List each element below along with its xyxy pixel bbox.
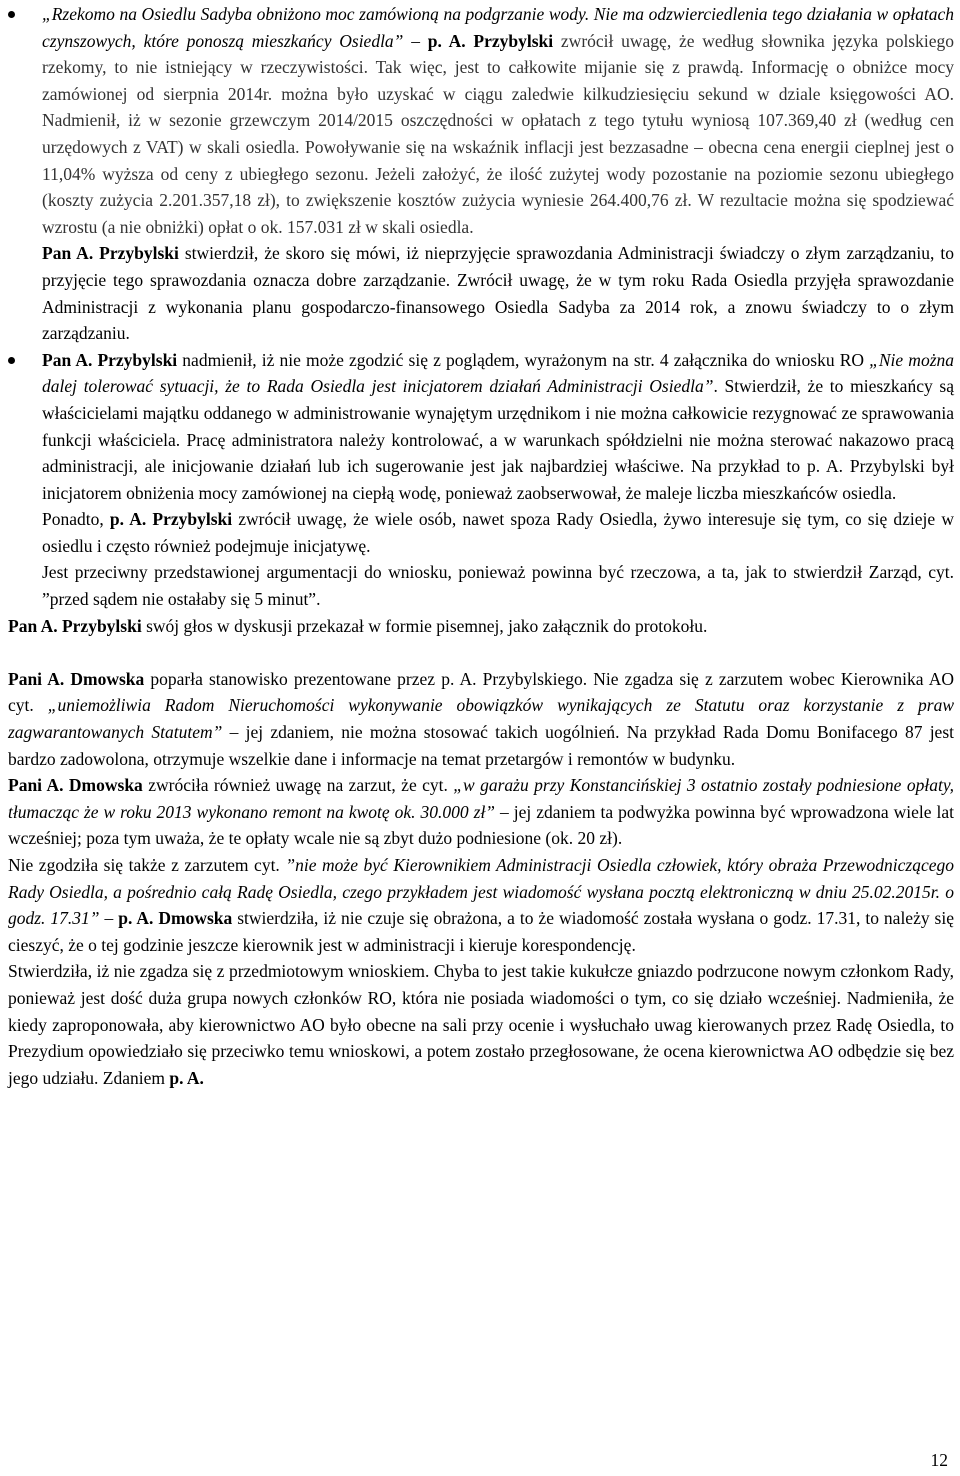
- bullet-icon: [8, 357, 15, 364]
- paragraph-text: – jej zdaniem ta podwyżka powinna być wprowadzona wiele lat wcześniej; poza tym uważa, że te opłaty wcale nie są zbyt dużo podniesione (ok. 20 zł).: [8, 801, 954, 849]
- paragraph-text: zwrócił uwagę, że wiele osób, nawet spoza Rady Osiedla, żywo interesuje się tym, co się dzieje w osiedlu i często również podejmuje inicjatywę.: [42, 509, 954, 556]
- paragraph-text: . Stwierdził, że to mieszkańcy są właścicielami majątku oddanego w administrowanie wynajętym urzędnikom i nie można całkowicie rezygnować ze sprawowania funkcji właściciela. Pracę administratora należy kontrolować, a w warunkach spółdzielni nie można sterować nakazowo pracą administracji, ale inicjowanie działań lub ich sugerowanie jest jak najbardziej właściwe. Na przykład to p. A. Przybylski był inicjatorem obniżenia mocy zamówionej na ciepłą wodę, ponieważ zaobserwował, że maleje liczba mieszkańców osiedla.: [42, 376, 954, 503]
- bullet-paragraph-przybylski-1: „Rzekomo na Osiedlu Sadyba obniżono moc zamówioną na podgrzanie wody. Nie ma odzwierciedlenia tego działania w opłatach czynszowych, które ponoszą mieszkańcy Osiedla” – p. A. Przybylski zwrócił uwagę, że według słownika języka polskiego rzekomy, to nie istniejący w rzeczywistości. Tak więc, jest to całkowite mijanie się z prawdą. Informację o obniżce mocy zamówionej od sierpnia 2014r. można było uzyskać w ciągu zaledwie kilkudziesięciu sekund w dziale księgowości AO. Nadmienił, iż w sezonie grzewczym 2014/2015 oszczędności w opłatach z tego tytułu wyniosą 107.369,40 zł (według cen urzędowych z VAT) w skali osiedla. Powoływanie się na wskaźnik inflacji jest bezzasadne – obecna cena energii cieplnej jest o 11,04% wyższa od ceny z ubiegłego sezonu. Jeżeli założyć, że ilość zużytej wody pozostanie na poziomie sezonu ubiegłego (koszty zużycia 2.201.357,18 zł), to zwiększenie kosztów zużycia wyniesie 264.400,76 zł. W rezultacie można się spodziewać wzrostu (a nie obniżki) opłat o ok. 157.031 zł w skali osiedla.: [8, 1, 954, 240]
- paragraph-dmowska-3: Nie zgodziła się także z zarzutem cyt. ”nie może być Kierownikiem Administracji Osiedla człowiek, który obraża Przewodniczącego Rady Osiedla, a pośrednio całą Radę Osiedla, czego przykładem jest wiadomość wysłana pocztą elektroniczną w dniu 25.02.2015r. o godz. 17.31” – p. A. Dmowska stwierdziła, iż nie czuje się obrażona, a to że wiadomość została wysłana o godz. 17.31, to należy się cieszyć, że o tej godzinie jeszcze kierownik jest w administracji i kieruje korespondencję.: [8, 855, 955, 955]
- speaker-name: p. A. Przybylski: [109, 509, 233, 530]
- paragraph-przybylski-4: Ponadto, p. A. Przybylski zwrócił uwagę, że wiele osób, nawet spoza Rady Osiedla, żywo interesuje się tym, co się dzieje w osiedlu i często również podejmuje inicjatywę.: [42, 509, 954, 556]
- bullet-icon: [8, 11, 15, 18]
- paragraph-text: – jej zdaniem, nie można stosować takich uogólnień. Na przykład Rada Domu Bonifacego 87 jest bardzo zadowolona, otrzymuje wszelkie dane i informacje na temat przetargów i remontów w budynku.: [8, 722, 954, 769]
- quote: „uniemożliwia Radom Nieruchomości wykonywanie obowiązków wynikających ze Statutu oraz korzystanie z praw zagwarantowanych Statutem”: [8, 695, 954, 743]
- paragraph-text: stwierdził, że skoro się mówi, iż nieprzyjęcie sprawozdania Administracji świadczy o złym zarządzaniu, to przyjęcie tego sprawozdania oznacza dobre zarządzanie. Zwrócił uwagę, że w tym roku Rada Osiedla przyjęła sprawozdanie Administracji z wykonania planu gospodarczo-finansowego Osiedla Sadyba za 2014 rok, a znowu świadczy to o złym zarządzaniu.: [42, 243, 954, 344]
- paragraph-dmowska-4: [8, 958, 954, 1091]
- bullet-paragraph-przybylski-3: Pan A. Przybylski nadmienił, iż nie może zgodzić się z poglądem, wyrażonym na str. 4 załącznika do wniosku RO „Nie można dalej tolerować sytuacji, że to Rada Osiedla jest inicjatorem działań Administracji Osiedla”. Stwierdził, że to mieszkańcy są właścicielami majątku oddanego w administrowanie wynajętym urzędnikom i nie można całkowicie rezygnować ze sprawowania funkcji właściciela. Pracę administratora należy kontrolować, a w warunkach spółdzielni nie można sterować nakazowo pracą administracji, ale inicjowanie działań lub ich sugerowanie jest jak najbardziej właściwe. Na przykład to p. A. Przybylski był inicjatorem obniżenia mocy zamówionej na ciepłą wodę, ponieważ zaobserwował, że maleje liczba mieszkańców osiedla.: [8, 347, 954, 507]
- paragraph-dmowska-2: Pani A. Dmowska zwróciła również uwagę na zarzut, że cyt. „w garażu przy Konstancińskiej 3 ostatnio zostały podniesione opłaty, tłumacząc że w roku 2013 wykonano remont na kwotę ok. 30.000 zł” – jej zdaniem ta podwyżka powinna być wprowadzona wiele lat wcześniej; poza tym uważa, że te opłaty wcale nie są zbyt dużo podniesione (ok. 20 zł).: [8, 775, 955, 849]
- paragraph-text: swój głos w dyskusji przekazał w formie pisemnej, jako załącznik do protokołu.: [141, 615, 708, 636]
- paragraph-przybylski-5: [8, 559, 954, 612]
- quote: „w garażu przy Konstancińskiej 3 ostatnio zostały podniesione opłaty, tłumacząc że w roku 2013 wykonano remont na kwotę ok. 30.000 zł”: [8, 775, 955, 822]
- speaker-name: Pan A. Przybylski: [8, 615, 142, 636]
- paragraph-text: Stwierdziła, iż nie zgadza się z przedmiotowym wnioskiem. Chyba to jest takie kukułcze gniazdo podrzucone nowym członkom Rady, ponieważ jest dość duża grupa nowych członków RO, która nie posiada wiadomości o tym, co się działo wcześniej. Nadmieniła, że kiedy zaproponowała, aby kierownictwo AO było obecne na sali przy ocenie i wysłuchało uwag kierowanych przez Radę Osiedla, to Prezydium opowiedziało się przeciwko temu wnioskowi, a potem zostało przegłosowane, że ocena kierownictwa AO odbędzie się bez jego udziału. Zdaniem: [8, 961, 954, 1088]
- paragraph-dmowska-1: Pani A. Dmowska poparła stanowisko prezentowane przez p. A. Przybylskiego. Nie zgadza się z zarzutem wobec Kierownika AO cyt. „uniemożliwia Radom Nieruchomości wykonywanie obowiązków wynikających ze Statutu oraz korzystanie z praw zagwarantowanych Statutem” – jej zdaniem, nie można stosować takich uogólnień. Na przykład Rada Domu Bonifacego 87 jest bardzo zadowolona, otrzymuje wszelkie dane i informacje na temat przetargów i remontów w budynku.: [8, 668, 954, 769]
- paragraph-przybylski-2: [8, 240, 954, 346]
- paragraph-text: zwrócił uwagę, że według słownika języka polskiego rzekomy, to nie istniejący w rzeczywistości. Tak więc, jest to całkowite mijanie się z prawdą. Informację o obniżce mocy zamówionej od sierpnia 2014r. można było uzyskać w ciągu zaledwie kilkudziesięciu sekund w dziale księgowości AO. Nadmienił, iż w sezonie grzewczym 2014/2015 oszczędności w opłatach z tego tytułu wyniosą 107.369,40 zł (według cen urzędowych z VAT) w skali osiedla. Powoływanie się na wskaźnik inflacji jest bezzasadne – obecna cena energii cieplnej jest o 11,04% wyższa od ceny z ubiegłego sezonu. Jeżeli założyć, że ilość zużytej wody pozostanie na poziomie sezonu ubiegłego (koszty zużycia 2.201.357,18 zł), to zwiększenie kosztów zużycia wyniesie 264.400,76 zł. W rezultacie można się spodziewać wzrostu (a nie obniżki) opłat o ok. 157.031 zł w skali osiedla.: [42, 30, 955, 237]
- quote: ”nie może być Kierownikiem Administracji Osiedla człowiek, który obraża Przewodniczącego Rady Osiedla, a pośrednio całą Radę Osiedla, czego przykładem jest wiadomość wysłana pocztą elektroniczną w dniu 25.02.2015r. o godz. 17.31”: [8, 855, 954, 929]
- speaker-name: Pani A. Dmowska: [8, 775, 143, 796]
- quote: „Nie można dalej tolerować sytuacji, że to Rada Osiedla jest inicjatorem działań Administracji Osiedla”: [42, 349, 955, 397]
- quote: „Rzekomo na Osiedlu Sadyba obniżono moc zamówioną na podgrzanie wody. Nie ma odzwierciedlenia tego działania w opłatach czynszowych, które ponoszą mieszkańcy Osiedla”: [42, 4, 954, 51]
- speaker-name: p. A.: [169, 1067, 204, 1088]
- paragraph-przybylski-6: [8, 613, 954, 640]
- speaker-name: Pan A. Przybylski: [42, 243, 179, 264]
- page-number: 12: [930, 1450, 948, 1471]
- paragraph-gap: [8, 639, 954, 666]
- speaker-name: p. A. Przybylski: [427, 30, 554, 51]
- speaker-name: Pan A. Przybylski: [42, 349, 178, 370]
- paragraph-text: Jest przeciwny przedstawionej argumentacji do wniosku, ponieważ powinna być rzeczowa, a ta, jak to stwierdził Zarząd, cyt. ”przed sądem nie ostałaby się 5 minut”.: [42, 562, 954, 610]
- speaker-name: p. A. Dmowska: [118, 908, 233, 929]
- speaker-name: Pani A. Dmowska: [8, 668, 145, 689]
- paragraph-text: stwierdziła, iż nie czuje się obrażona, a to że wiadomość została wysłana o godz. 17.31, to należy się cieszyć, że o tej godzinie jeszcze kierownik jest w administracji i kieruje korespondencję.: [8, 908, 955, 955]
